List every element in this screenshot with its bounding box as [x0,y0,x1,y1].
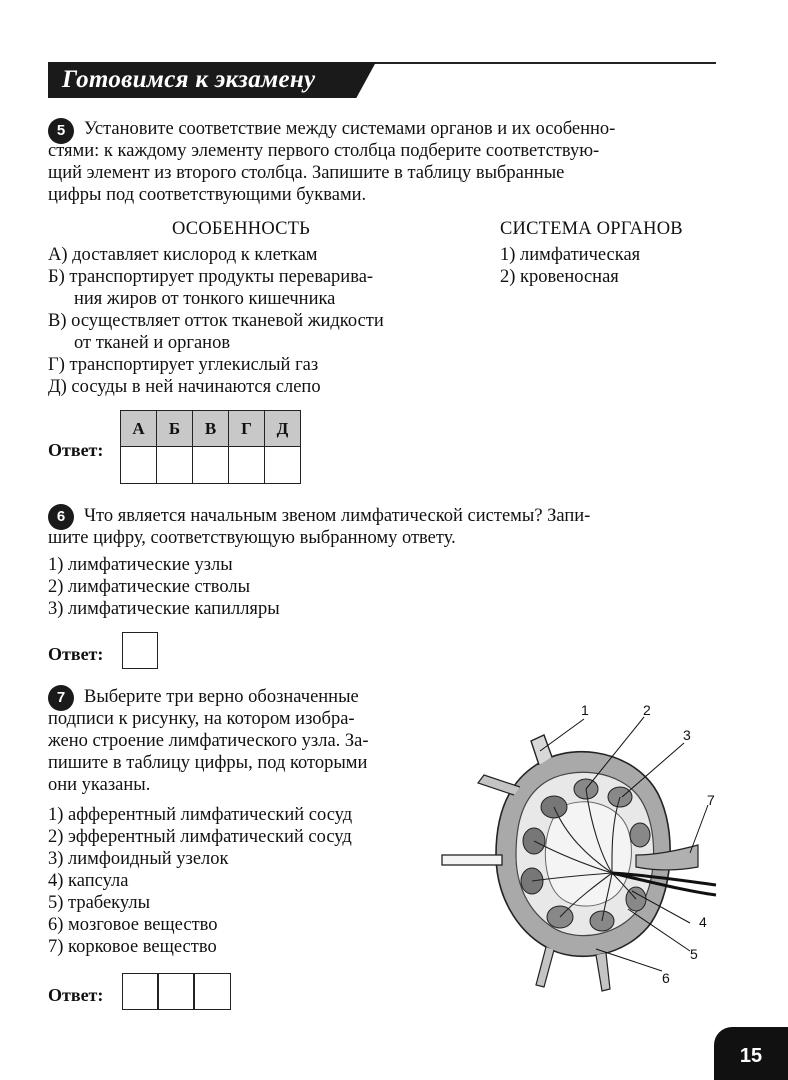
q5-answer-label: Ответ: [48,440,104,460]
q5-feature: от тканей и органов [74,333,231,353]
q7-option: 2) эфферентный лимфатический сосуд [48,827,352,847]
q6-answer-box[interactable] [122,632,158,669]
q5-feature: Д) сосуды в ней начинаются слепо [48,377,321,397]
q7-text-line: они указаны. [48,775,151,795]
page-number: 15 [739,1045,763,1067]
q5-answer-cell[interactable] [193,447,229,484]
q7-option: 4) капсула [48,871,129,891]
q5-feature: А) доставляет кислород к клеткам [48,245,318,265]
q5-feature: ния жиров от тонкого кишечника [74,289,336,309]
q7-answer-label: Ответ: [48,985,104,1005]
q5-answer-table [120,410,301,484]
q5-table-header: А [121,411,157,447]
q7-text-line: подписи к рисунку, на котором изобра- [48,709,355,729]
q6-option: 3) лимфатические капилляры [48,599,280,619]
q7-text-line: жено строение лимфатического узла. За- [48,731,369,751]
q5-answer-cell[interactable] [157,447,193,484]
q5-answer-cell[interactable] [121,447,157,484]
afferent-vessel [442,855,502,865]
q5-feature: В) осуществляет отток тканевой жидкости [48,311,384,331]
q5-column-1-title: ОСОБЕННОСТЬ [172,219,310,239]
lymphoid-follicle [630,823,650,847]
figure-label-5: 5 [690,946,698,962]
q5-table-header: Д [265,411,301,447]
q7-answer-cell[interactable] [158,973,194,1010]
figure-label-6: 6 [662,970,670,986]
question-7-number: 7 [48,685,74,711]
q7-text-line: пишите в таблицу цифры, под которыми [48,753,368,773]
q7-text-line: Выберите три верно обозначенные [84,687,359,707]
q5-answer-cell[interactable] [229,447,265,484]
figure-label-4: 4 [699,914,707,930]
q7-option: 3) лимфоидный узелок [48,849,229,869]
capsule-spike [596,953,610,991]
q5-text-line: стями: к каждому элементу первого столбца подберите соответствую- [48,141,600,161]
capsule-spike [478,775,520,795]
q6-option: 1) лимфатические узлы [48,555,233,575]
q5-text-line: Установите соответствие между системами органов и их особенно- [84,119,616,139]
figure-label-7: 7 [707,792,715,808]
question-5-number: 5 [48,118,74,144]
page-title: Готовимся к экзамену [62,66,316,93]
q5-feature: Б) транспортирует продукты переварива- [48,267,374,287]
q5-table-header: В [193,411,229,447]
q5-answer-cell[interactable] [265,447,301,484]
q7-option: 7) корковое вещество [48,937,217,957]
q5-system: 1) лимфатическая [500,245,641,265]
q5-column-2-title: СИСТЕМА ОРГАНОВ [500,219,683,239]
figure-label-2: 2 [643,702,651,718]
q7-option: 6) мозговое вещество [48,915,218,935]
figure-label-3: 3 [683,727,691,743]
figure-label-1: 1 [581,702,589,718]
q5-text-line: щий элемент из второго столбца. Запишите в таблицу выбранные [48,163,565,183]
q5-text-line: цифры под соответствующими буквами. [48,185,367,205]
q7-answer-cell[interactable] [194,973,231,1010]
q5-table-header: Г [229,411,265,447]
q5-feature: Г) транспортирует углекислый газ [48,355,319,375]
q6-text-line: Что является начальным звеном лимфатической системы? Запи- [84,506,591,526]
q5-table-header: Б [157,411,193,447]
q6-answer-label: Ответ: [48,644,104,664]
q7-answer-cell[interactable] [122,973,158,1010]
question-6-number: 6 [48,504,74,530]
q6-option: 2) лимфатические стволы [48,577,251,597]
capsule-spike [536,947,554,987]
q6-text-line: шите цифру, соответствующую выбранному ответу. [48,528,456,548]
q7-option: 5) трабекулы [48,893,151,913]
q5-system: 2) кровеносная [500,267,619,287]
q7-option: 1) афферентный лимфатический сосуд [48,805,353,825]
lymph-node-diagram [436,695,726,995]
